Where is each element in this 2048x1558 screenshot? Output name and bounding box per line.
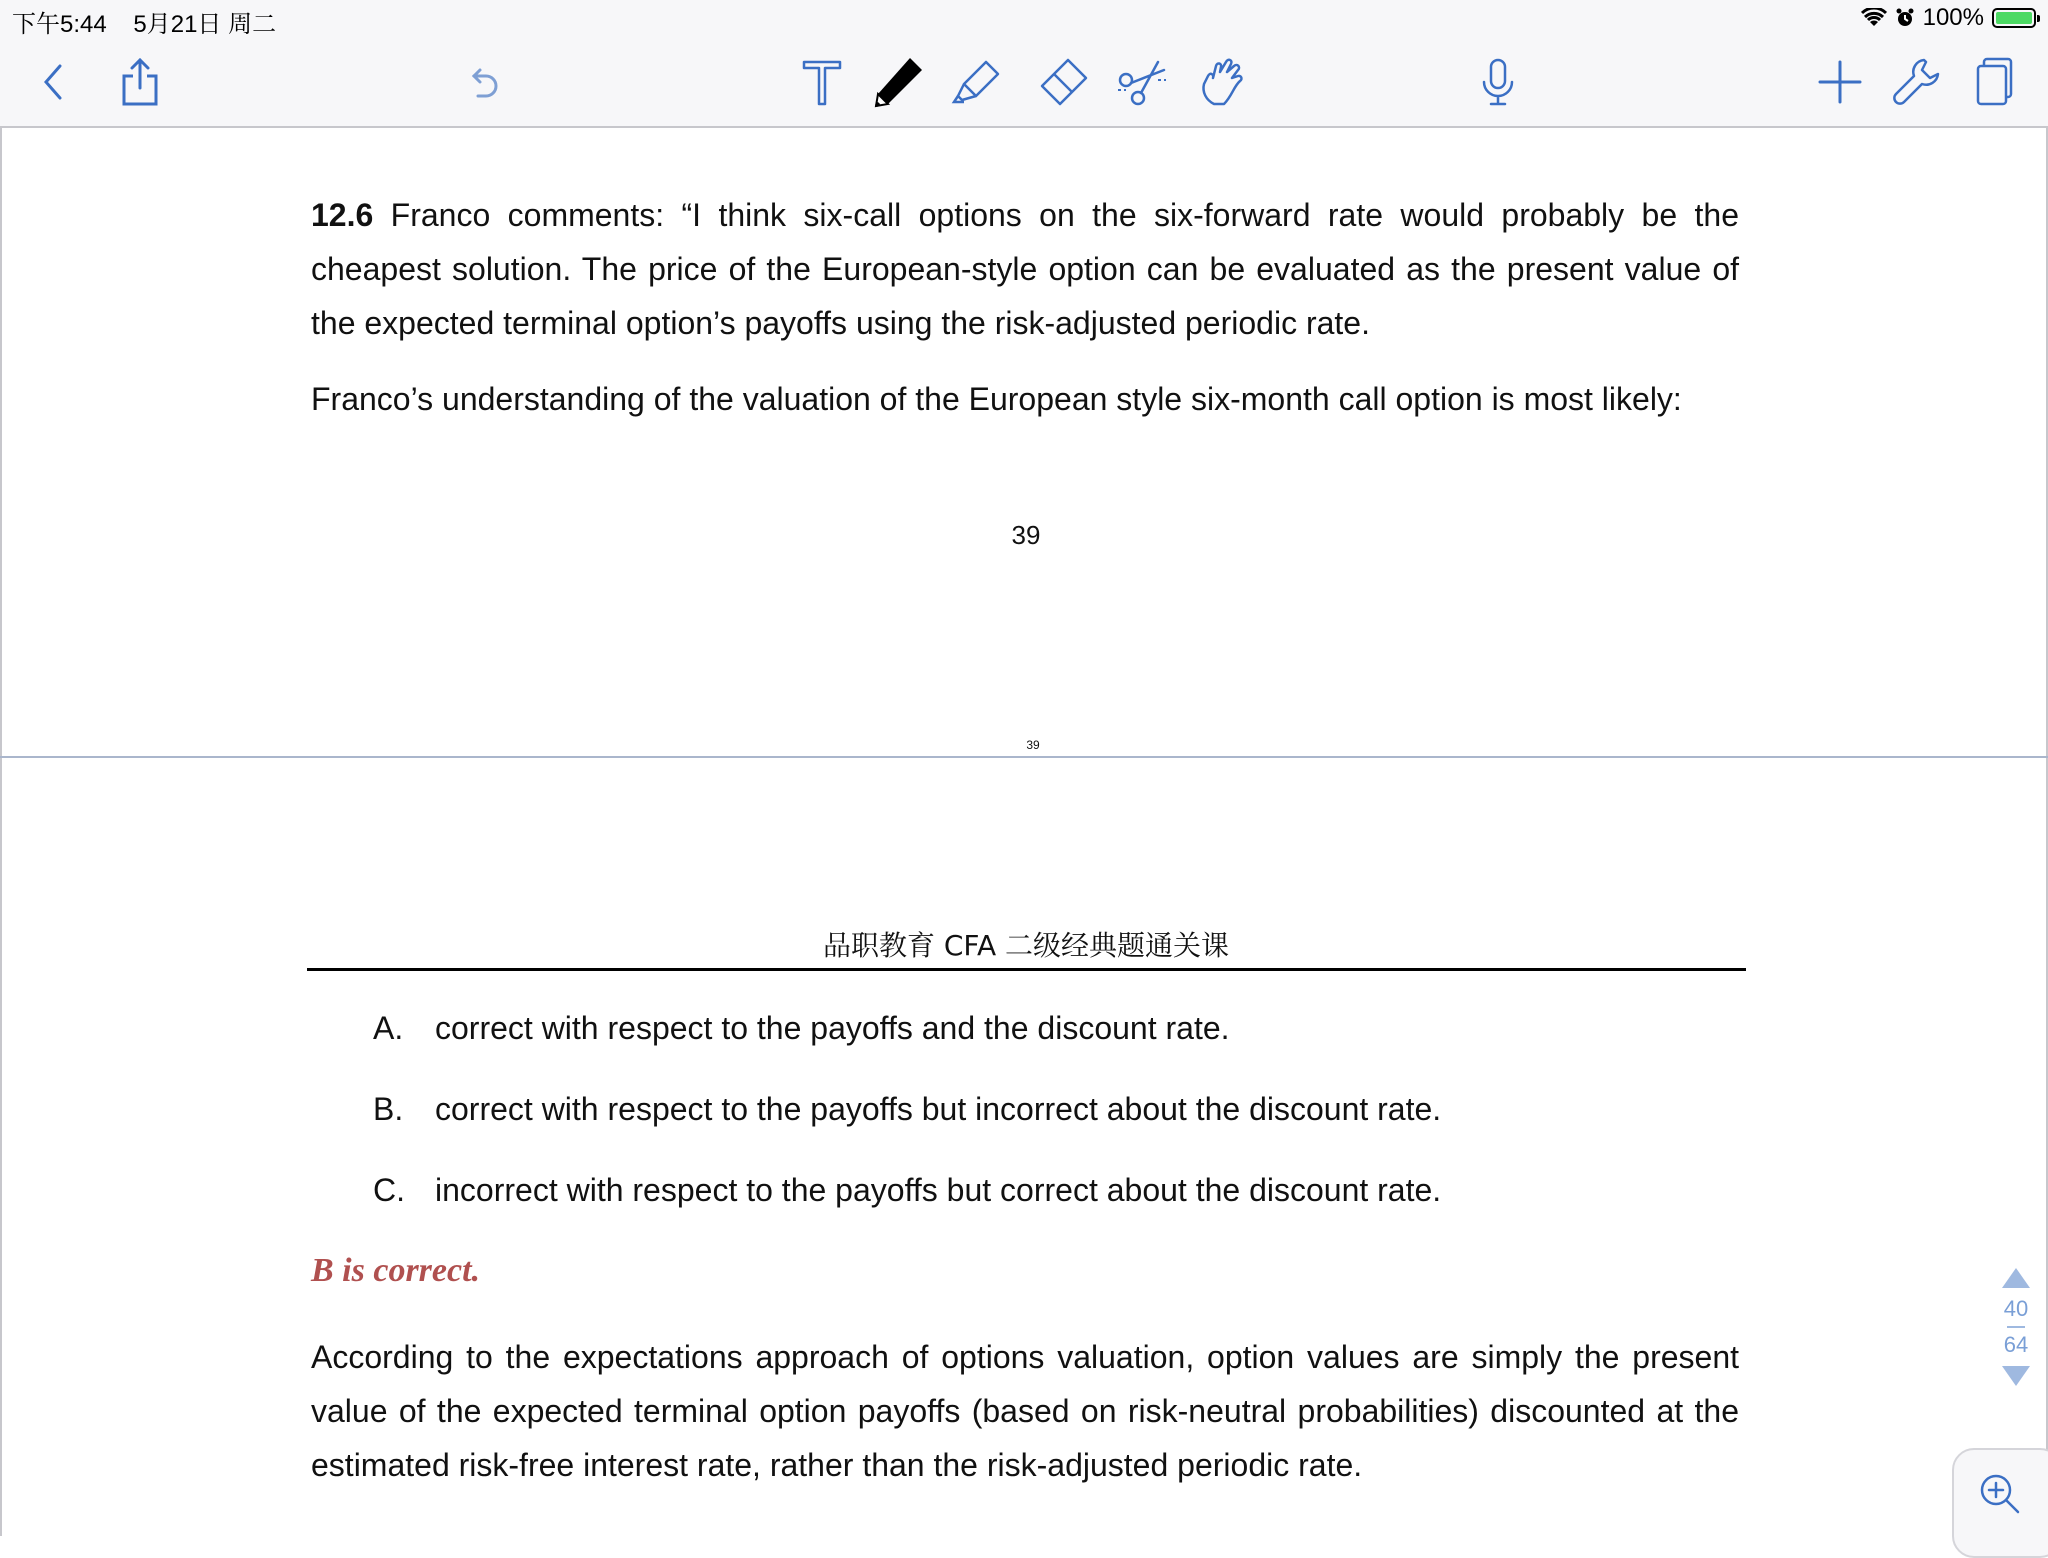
option-text: incorrect with respect to the payoffs but correct about the discount rate. [435,1172,1442,1208]
undo-icon [454,54,510,110]
eraser-tool-icon [1034,54,1090,110]
highlighter-tool-button[interactable] [946,50,1010,114]
question-prompt: Franco’s understanding of the valuation of the European style six-month call option is most likely: [311,381,1682,417]
option-letter: A. [373,1010,404,1046]
text-tool-button[interactable] [790,50,854,114]
hand-pointer-icon [1194,54,1250,110]
lasso-scissors-icon [1114,54,1170,110]
undo-button[interactable] [450,50,514,114]
document-page-39 [0,128,2048,756]
add-icon [1812,54,1868,110]
page-footer-number: 39 [1026,738,1040,752]
text-tool-icon [794,54,850,110]
option-letter: C. [373,1172,405,1208]
eraser-tool-button[interactable] [1030,50,1094,114]
header-rule [307,968,1746,971]
alarm-icon [1895,8,1915,28]
share-button[interactable] [108,50,172,114]
question-text: Franco comments: “I think six-call options on the six-forward rate would probably be the cheapest solution. The price of the European-style option can be evaluated as the present value of the expected terminal option’s payoffs using the risk-adjusted periodic rate. [311,197,1740,341]
add-button[interactable] [1808,50,1872,114]
option-a [373,1010,1230,1047]
page-navigator [1994,1268,2038,1386]
option-letter: B. [373,1091,404,1127]
status-date: 5月21日 周二 [133,11,277,38]
zoom-in-icon [1976,1470,2022,1516]
status-bar [0,0,2048,40]
back-button[interactable] [22,50,86,114]
answer-label: B is correct. [311,1252,481,1289]
page-number: 39 [1011,520,1041,550]
hand-tool-button[interactable] [1190,50,1254,114]
next-page-icon[interactable] [2002,1366,2030,1386]
status-left [12,4,296,39]
question-number: 12.6 [311,197,374,233]
option-text: correct with respect to the payoffs and the discount rate. [435,1010,1230,1046]
pages-button[interactable] [1962,50,2026,114]
pager-separator [2007,1326,2025,1328]
status-right [1861,4,2036,32]
microphone-icon [1470,54,1526,110]
status-time: 下午5:44 [12,11,107,38]
option-b [373,1091,1441,1128]
highlighter-tool-icon [950,54,1006,110]
pages-icon [1966,54,2022,110]
zoom-button[interactable] [1952,1448,2048,1558]
explanation-paragraph: According to the expectations approach of options valuation, option values are simply the present value of the expected terminal option payoffs (based on risk-neutral probabilities) discounted at the estimated risk-free interest rate, rather than the risk-adjusted periodic rate. [311,1339,1739,1483]
option-text: correct with respect to the payoffs but incorrect about the discount rate. [435,1091,1442,1127]
back-chevron-icon [26,54,82,110]
current-page-number: 40 [2003,1296,2029,1321]
wrench-icon [1888,54,1944,110]
wifi-icon [1861,8,1887,28]
toolbar [0,40,2048,128]
share-icon [112,54,168,110]
pen-tool-icon [870,54,926,110]
lasso-tool-button[interactable] [1110,50,1174,114]
document-page-40 [0,758,2048,1536]
settings-button[interactable] [1884,50,1948,114]
microphone-button[interactable] [1466,50,1530,114]
previous-page-icon[interactable] [2002,1268,2030,1288]
battery-charging-icon [1992,8,2036,28]
page-header-title: 品职教育 CFA 二级经典题通关课 [822,929,1230,962]
total-pages-number: 64 [2003,1332,2029,1357]
battery-percent: 100% [1922,4,1984,31]
pen-tool-button[interactable] [866,50,930,114]
question-paragraph [311,188,1739,350]
option-c [373,1172,1441,1209]
